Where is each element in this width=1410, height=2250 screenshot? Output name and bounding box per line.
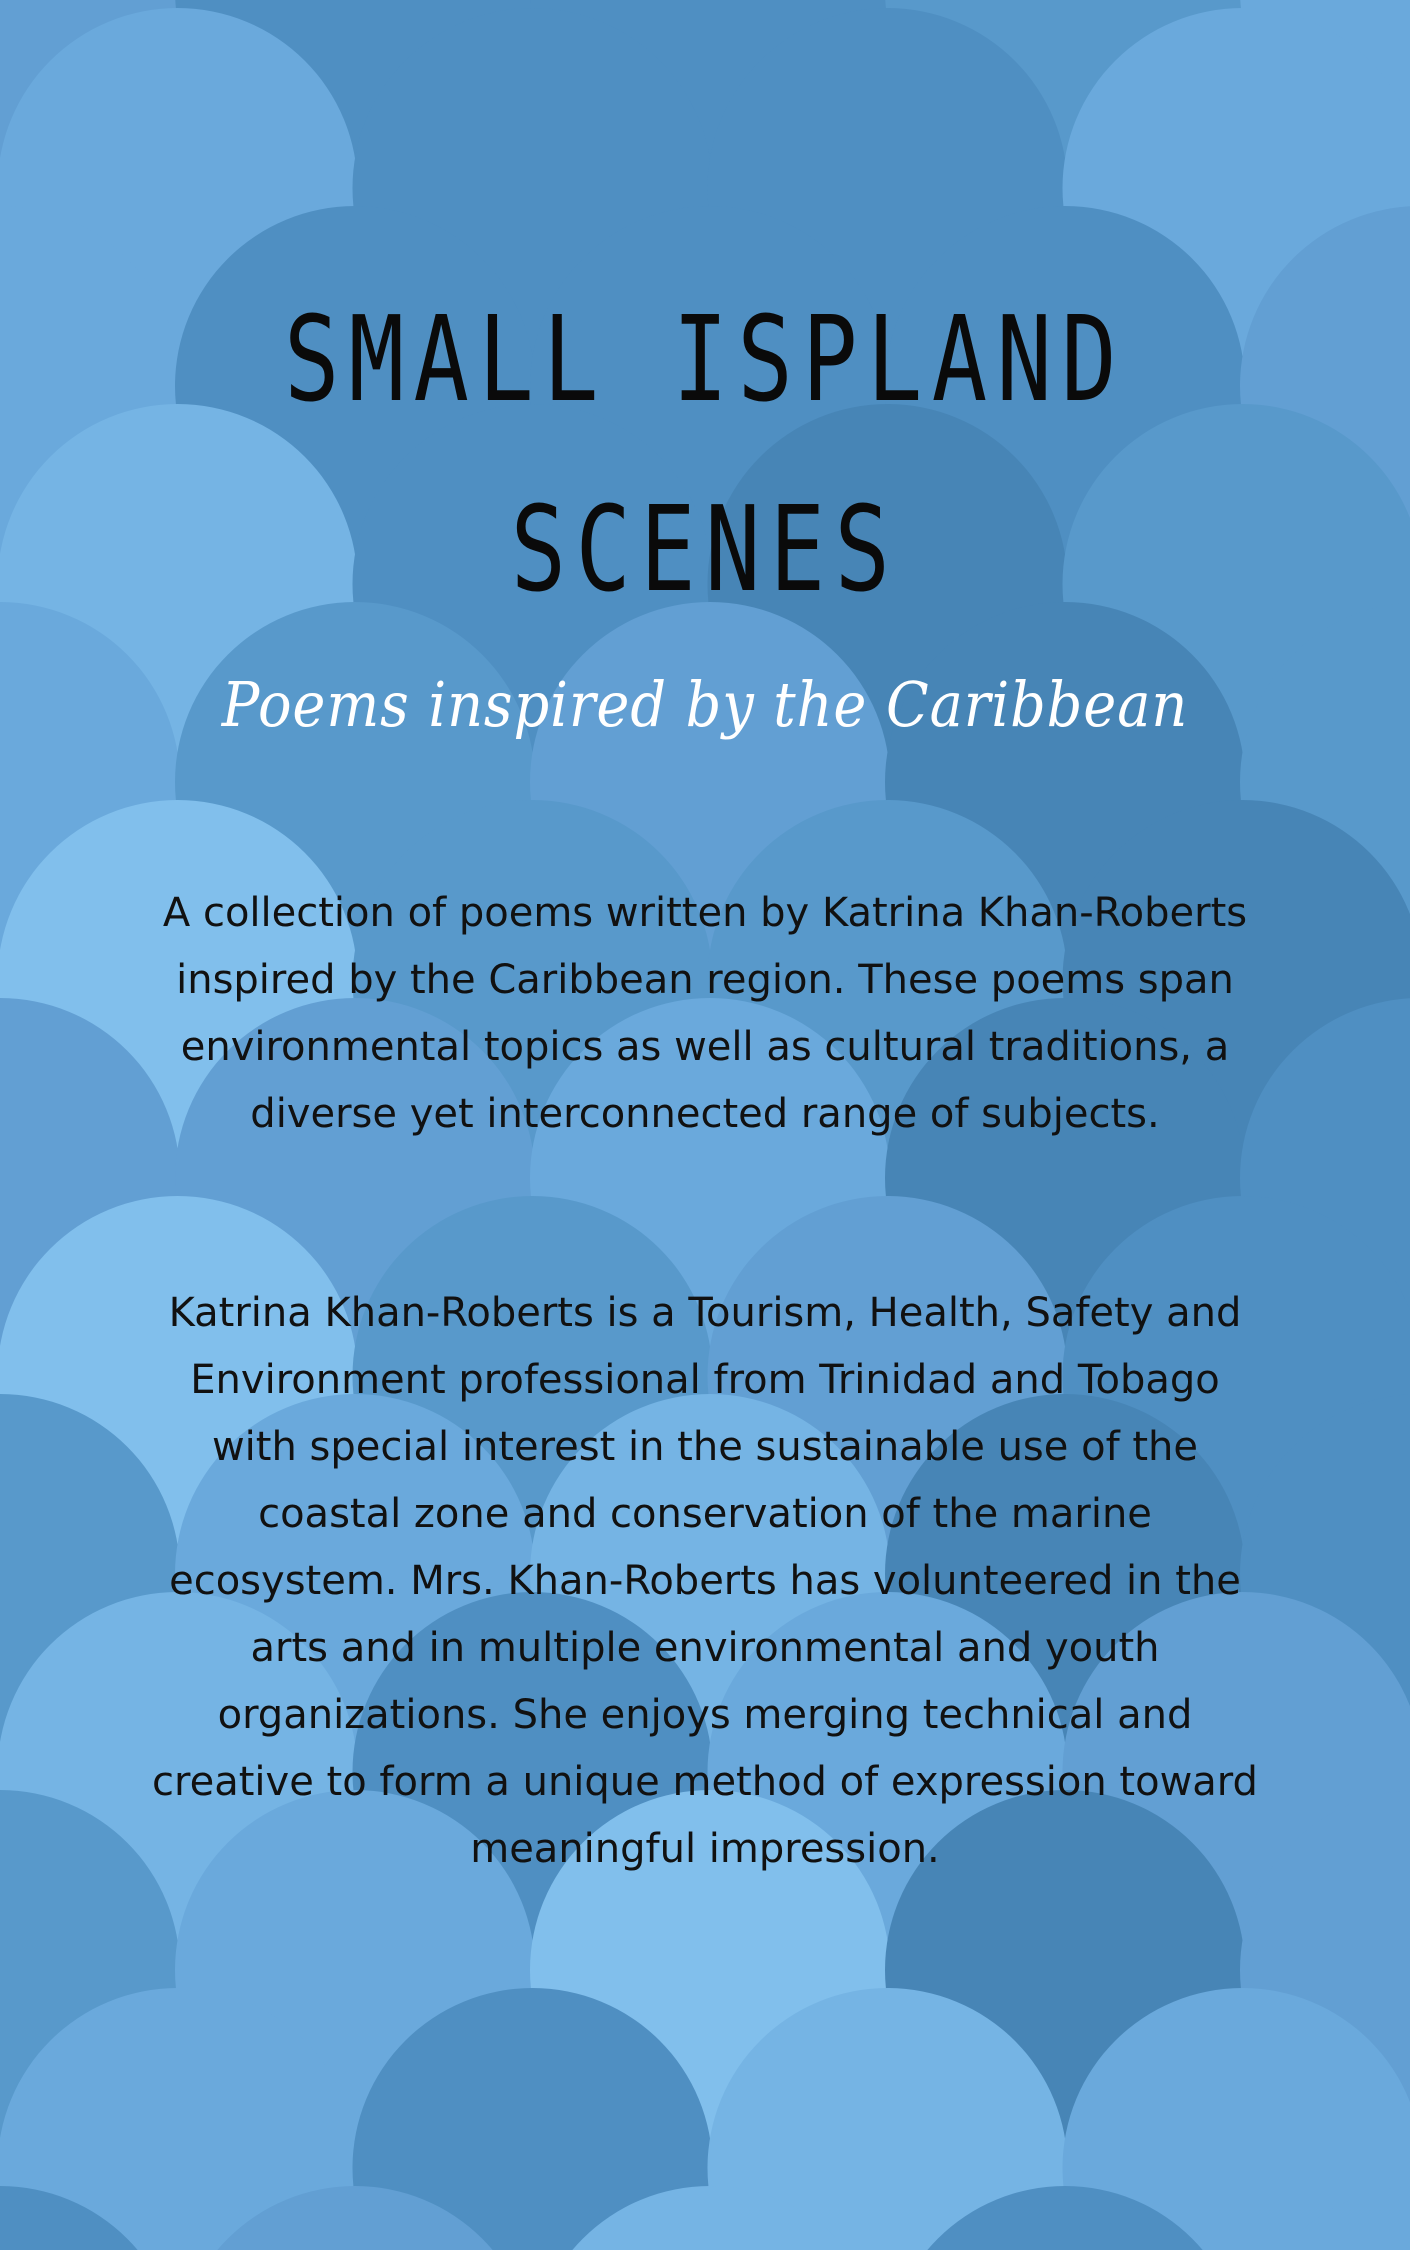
title-line-1: SMALL ISPLAND <box>283 290 1127 428</box>
author-bio: Katrina Khan-Roberts is a Tourism, Health, Safety and Environment professional from Trinidad and Tobago with special interest in the sustainable use of the coastal zone and conservation of the marine ecosystem. Mrs. Khan-Roberts has volunteered in the arts and in multiple environmental and youth organizations. She enjoys merging technical and creative to form a unique method of expression toward meaningful impression. <box>152 1290 1258 1872</box>
subtitle: Poems inspired by the Caribbean <box>221 668 1189 741</box>
book-description: A collection of poems written by Katrina Khan-Roberts inspired by the Caribbean region. These poems span environmental topics as well as cultural traditions, a diverse yet interconnected range of subjects. <box>162 890 1248 1137</box>
title-line-2: SCENES <box>510 480 900 618</box>
